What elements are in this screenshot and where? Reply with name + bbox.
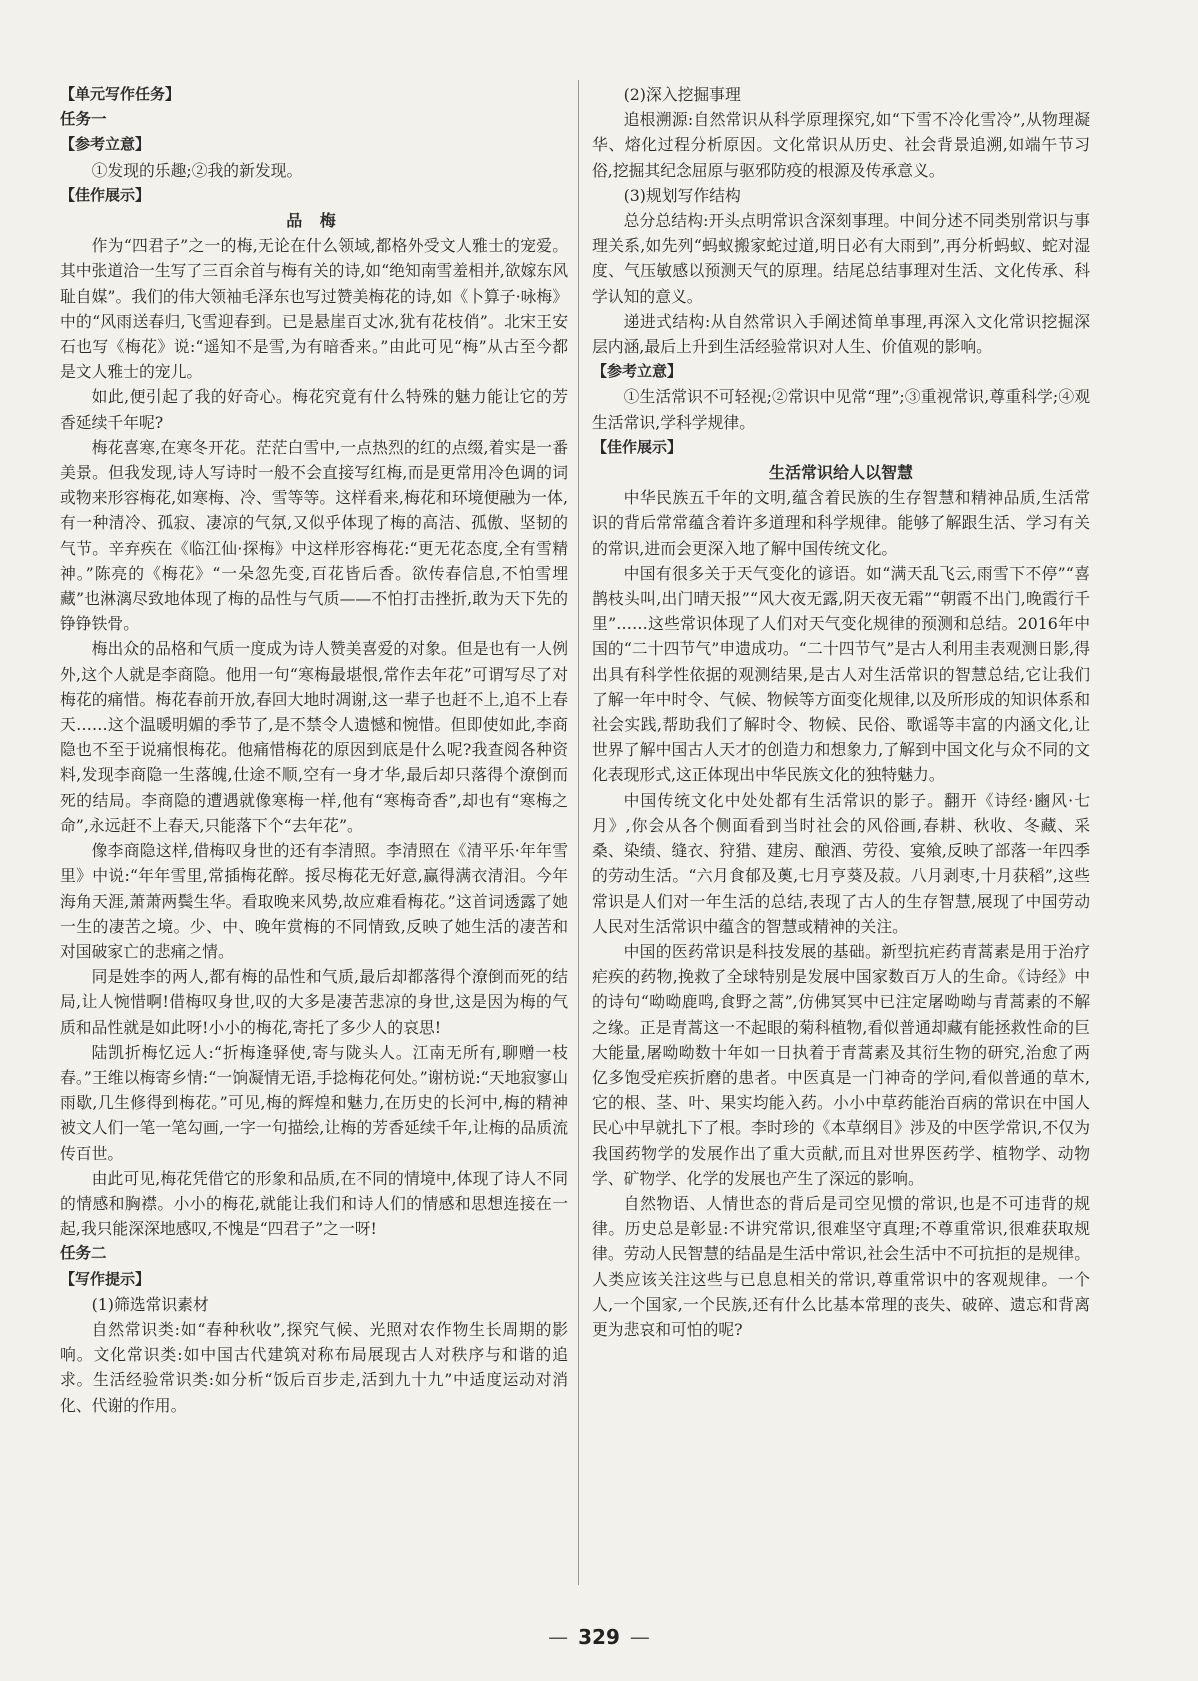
step2-text: 追根溯源:自然常识从科学原理探究,如“下雪不冷化雪冷”,从物理凝华、熔化过程分析原因。文化常识从历史、社会背景追溯,如端午节习俗,挖掘其纪念屈原与驱邪防疫的根源及传承意义。 — [592, 110, 1090, 180]
essay1-paragraph: 同是姓李的两人,都有梅的品性和气质,最后却都落得个潦倒而死的结局,让人惋惜啊!借梅叹身世,叹的大多是凄苦悲凉的身世,这是因为梅的气质和品性就是如此呀!小小的梅花,寄托了多少人的哀思! — [60, 967, 568, 1037]
writing-tips-header: 【写作提示】 — [60, 1269, 151, 1288]
essay1-paragraph: 如此,便引起了我的好奇心。梅花究竟有什么特殊的魅力能让它的芳香延续千年呢? — [60, 387, 568, 432]
page-number-dash-left: — — [548, 1625, 569, 1649]
column-divider — [578, 80, 579, 1585]
essay1-paragraph: 梅出众的品格和气质一度成为诗人赞美喜爱的对象。但是也有一人例外,这个人就是李商隐。他用一句“寒梅最堪恨,常作去年花”可谓写尽了对梅花的痛惜。梅花春前开放,春回大地时凋谢,这一辈子也赶不上,追不上春天……这个温暖明媚的季节了,是不禁令人遗憾和惋惜。但即使如此,李商隐也不至于说痛恨梅花。他痛惜梅花的原因到底是什么呢?我查阅各种资料,发现李商隐一生落魄,仕途不顺,空有一身才华,最后却只落得个潦倒而死的结局。李商隐的遭遇就像寒梅一样,他有“寒梅奇香”,却也有“寒梅之命”,永远赶不上春天,只能落下个“去年花”。 — [60, 639, 568, 835]
essay2-paragraph: 中华民族五千年的文明,蕴含着民族的生存智慧和精神品质,生活常识的背后常常蕴含着许多道理和科学规律。能够了解跟生活、学习有关的常识,进而会更深入地了解中国传统文化。 — [592, 488, 1090, 558]
showcase-header: 【佳作展示】 — [592, 437, 683, 456]
step3-text: 递进式结构:从自然常识入手阐述简单事理,再深入文化常识挖掘深层内涵,最后上升到生活经验常识对人生、价值观的影响。 — [592, 311, 1090, 357]
page-number-dash-right: — — [629, 1625, 650, 1649]
step2-title: (2)深入挖掘事理 — [623, 85, 741, 104]
essay1-paragraph: 像李商隐这样,借梅叹身世的还有李清照。李清照在《清平乐·年年雪里》中说:“年年雪里,常插梅花醉。挼尽梅花无好意,赢得满衣清泪。今年海角天涯,萧萧两鬓生华。看取晚来风势,故应难看梅花。”这首词透露了她一生的凄苦之境。少、中、晚年赏梅的不同情致,反映了她生活的凄苦和对国破家亡的悲痛之情。 — [60, 841, 568, 961]
page-number — [0, 1625, 1198, 1649]
left-column — [60, 82, 568, 1418]
essay2-paragraph: 中国的医药常识是科技发展的基础。新型抗疟药青蒿素是用于治疗疟疾的药物,挽救了全球特别是发展中国家数百万人的生命。《诗经》中的诗句“呦呦鹿鸣,食野之蒿”,仿佛冥冥中已注定屠呦呦与青蒿素的不解之缘。正是青蒿这一不起眼的菊科植物,看似普通却藏有能拯救性命的巨大能量,屠呦呦数十年如一日执着于青蒿素及其衍生物的研究,治愈了两亿多饱受疟疾折磨的患者。中医真是一门神奇的学问,看似普通的草木,它的根、茎、叶、果实均能入药。小小中草药能治百病的常识在中国人民心中早就扎下了根。李时珍的《本草纲目》涉及的中医学常识,不仅为我国药物学的发展作出了重大贡献,而且对世界医药学、植物学、动物学、矿物学、化学的发展也产生了深远的影响。 — [592, 941, 1090, 1188]
step3-title: (3)规划写作结构 — [623, 185, 741, 205]
unit-task-header: 【单元写作任务】 — [60, 85, 181, 103]
essay2-title: 生活常识给人以智慧 — [768, 463, 913, 483]
step3-text: 总分总结构:开头点明常识含深刻事理。中间分述不同类别常识与事理关系,如先列“蚂蚁搬家蛇过道,明日必有大雨到”,再分析蚂蚁、蛇对湿度、气压敏感以预测天气的原理。结尾总结事理对生活、文化传承、科学认知的意义。 — [592, 211, 1090, 306]
essay1-paragraph: 陆凯折梅忆远人:“折梅逢驿使,寄与陇头人。江南无所有,聊赠一枝春。”王维以梅寄乡情:“一饷凝情无语,手捻梅花何处。”谢枋说:“天地寂寥山雨歇,几生修得到梅花。”可见,梅的辉煌和魅力,在历史的长河中,梅的精神被文人们一笔一笔勾画,一字一句描绘,让梅的芳香延续千年,让梅的品质流传百世。 — [60, 1042, 568, 1163]
essay2-paragraph: 中国有很多关于天气变化的谚语。如“满天乱飞云,雨雪下不停”“喜鹊枝头叫,出门晴天报”“风大夜无露,阴天夜无霜”“朝霞不出门,晚霞行千里”……这些常识体现了人们对天气变化规律的预测和总结。2016年中国的“二十四节气”申遗成功。“二十四节气”是古人利用圭表观测日影,得出具有科学性依据的观测结果,是古人对生活常识的智慧总结,它让我们了解一年中时令、气候、物候等方面变化规律,以及所形成的知识体系和社会实践,帮助我们了解时令、物候、民俗、歌谣等丰富的内涵文化,让世界了解中国古人天才的创造力和想象力,了解到中国文化与众不同的文化表现形式,这正体现出中华民族文化的独特魅力。 — [592, 563, 1090, 785]
showcase-header: 【佳作展示】 — [60, 185, 151, 204]
right-column — [592, 82, 1090, 1342]
ref-idea-text: ①发现的乐趣;②我的新发现。 — [91, 160, 303, 180]
essay2-paragraph: 中国传统文化中处处都有生活常识的影子。翻开《诗经·豳风·七月》,你会从各个侧面看到当时社会的风俗画,春耕、秋收、冬藏、采桑、染绩、缝衣、狩猎、建房、酿酒、劳役、宴飨,反映了部落一年四季的劳动生活。“六月食郁及薁,七月亨葵及菽。八月剥枣,十月获稻”,这些常识是人们对一年生活的总结,表现了古人的生存智慧,展现了中国劳动人民对生活常识中蕴含的智慧或精神的关注。 — [592, 790, 1090, 936]
essay1-paragraph: 梅花喜寒,在寒冬开花。茫茫白雪中,一点热烈的红的点缀,着实是一番美景。但我发现,诗人写诗时一般不会直接写红梅,而是更常用冷色调的词或物来形容梅花,如寒梅、冷、雪等等。这样看来,梅花和环境便融为一体,有一种清冷、孤寂、凄凉的气氛,又似乎体现了梅的高洁、孤傲、坚韧的气节。辛弃疾在《临江仙·探梅》中这样形容梅花:“更无花态度,全有雪精神。”陈亮的《梅花》“一朵忽先变,百花皆后香。欲传春信息,不怕雪埋藏”也淋漓尽致地体现了梅的品性与气质——不怕打击挫折,敢为天下先的铮铮铁骨。 — [60, 437, 568, 634]
task1-label: 任务一 — [60, 110, 107, 129]
page-number-value: 329 — [578, 1625, 620, 1649]
ref-idea-header: 【参考立意】 — [592, 362, 683, 381]
essay1-paragraph: 由此可见,梅花凭借它的形象和品质,在不同的情境中,体现了诗人不同的情感和胸襟。小小的梅花,就能让我们和诗人们的情感和思想连接在一起,我只能深深地感叹,不愧是“四君子”之一呀! — [60, 1168, 568, 1239]
task2-label: 任务二 — [60, 1244, 107, 1263]
essay2-paragraph: 自然物语、人情世态的背后是司空见惯的常识,也是不可违背的规律。历史总是彰显:不讲究常识,很难坚守真理;不尊重常识,很难获取规律。劳动人民智慧的结晶是生活中常识,社会生活中不可抗拒的是规律。人类应该关注这些与已息息相关的常识,尊重常识中的客观规律。一个人,一个国家,一个民族,还有什么比基本常理的丧失、破碎、遗忘和背离更为悲哀和可怕的呢? — [592, 1193, 1090, 1339]
ref-idea-text: ①生活常识不可轻视;②常识中见常“理”;③重视常识,尊重科学;④观生活常识,学科学规律。 — [592, 387, 1090, 432]
essay1-title: 品 梅 — [286, 211, 342, 231]
essay1-paragraph: 作为“四君子”之一的梅,无论在什么领域,都格外受文人雅士的宠爱。其中张道洽一生写了三百余首与梅有关的诗,如“绝知南雪羞相并,欲嫁东风耻自媒”。我们的伟大领袖毛泽东也写过赞美梅花的诗,如《卜算子·咏梅》中的“风雨送春归,飞雪迎春到。已是悬崖百丈冰,犹有花枝俏”。北宋王安石也写《梅花》说:“遥知不是雪,为有暗香来。”由此可见“梅”从古至今都是文人雅士的宠儿。 — [60, 236, 568, 382]
step1-title: (1)筛选常识素材 — [91, 1294, 209, 1314]
ref-idea-header: 【参考立意】 — [60, 135, 151, 154]
step1-text: 自然常识类:如“春种秋收”,探究气候、光照对农作物生长周期的影响。文化常识类:如中国古代建筑对称布局展现古人对秩序与和谐的追求。生活经验常识类:如分析“饭后百步走,活到九十九”中适度运动对消化、代谢的作用。 — [60, 1319, 568, 1415]
